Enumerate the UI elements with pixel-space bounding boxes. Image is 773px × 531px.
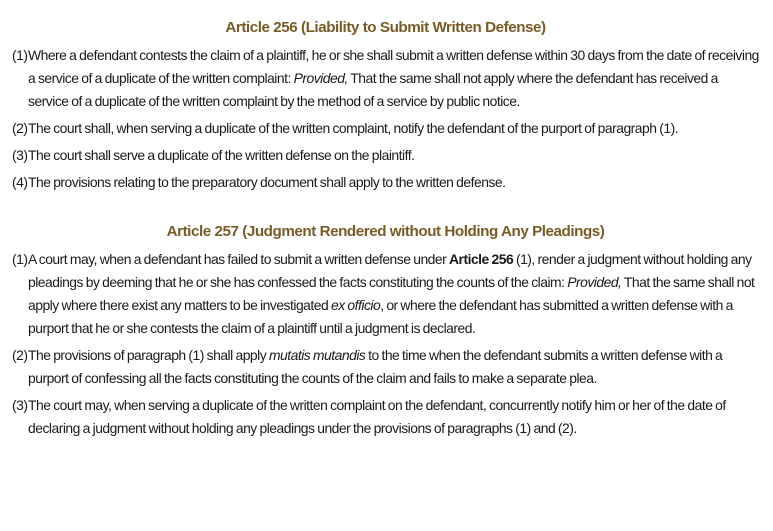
text-segment: Where a defendant contests the claim of a plaintiff, he or she shall submit a written defense within 30 days from the date of receiving a service of a duplicate of the written complaint: <box>28 47 759 86</box>
paragraph-number: (2) <box>12 347 28 363</box>
text-segment: The provisions of paragraph (1) shall apply <box>28 347 269 363</box>
paragraph-text: The court may, when serving a duplicate of the written complaint on the defendant, concurrently notify him or her of the date of declaring a judgment without holding any pleadings under the provisions of paragraphs (1) and (2). <box>28 397 726 436</box>
paragraph-number: (4) <box>12 174 28 190</box>
paragraph-number: (2) <box>12 120 28 136</box>
article-title: Article 257 (Judgment Rendered without Holding Any Pleadings) <box>166 223 605 240</box>
paragraph-text: The court shall serve a duplicate of the written defense on the plaintiff. <box>28 147 415 163</box>
paragraph-text <box>28 44 759 113</box>
italic-term: Provided, <box>293 70 348 86</box>
article-257 <box>12 198 759 440</box>
article-reference: Article 256 <box>449 251 514 267</box>
paragraph <box>12 117 759 140</box>
paragraph-text <box>28 248 759 340</box>
article-title: Article 256 (Liability to Submit Written Defense) <box>225 19 546 36</box>
paragraph <box>12 144 759 167</box>
italic-term: mutatis mutandis <box>268 347 366 363</box>
paragraph <box>12 171 759 194</box>
italic-term: Provided, <box>567 274 622 290</box>
text-segment: (1), render a judgment without holding any pleadings by deeming that he or she has confessed the facts constituting the counts of the claim: <box>28 251 752 290</box>
paragraph-number: (1) <box>12 47 28 63</box>
paragraph-number: (1) <box>12 251 28 267</box>
text-segment: , or where the defendant has submitted a written defense with a purport that he or she contests the claim of a plaintiff until a judgment is declared. <box>28 297 733 336</box>
paragraph-number: (3) <box>12 397 28 413</box>
paragraph-text <box>28 344 759 390</box>
paragraph <box>12 344 759 390</box>
italic-term: ex officio <box>330 297 381 313</box>
paragraph <box>12 44 759 113</box>
paragraph-number: (3) <box>12 147 28 163</box>
paragraph <box>12 248 759 340</box>
paragraph <box>12 394 759 440</box>
paragraph-text: The court shall, when serving a duplicate of the written complaint, notify the defendant of the purport of paragraph (1). <box>28 120 679 136</box>
text-segment: A court may, when a defendant has failed to submit a written defense under <box>28 251 450 267</box>
text-segment: That the same shall not apply where there exist any matters to be investigated <box>28 274 755 313</box>
text-segment: That the same shall not apply where the defendant has received a service of a duplicate of the written complaint by the method of a service by public notice. <box>28 70 718 109</box>
paragraph-text: The provisions relating to the preparatory document shall apply to the written defense. <box>28 174 506 190</box>
text-segment: to the time when the defendant submits a written defense with a purport of confessing all the facts constituting the counts of the claim and fails to make a separate plea. <box>28 347 723 386</box>
article-256 <box>12 0 759 194</box>
